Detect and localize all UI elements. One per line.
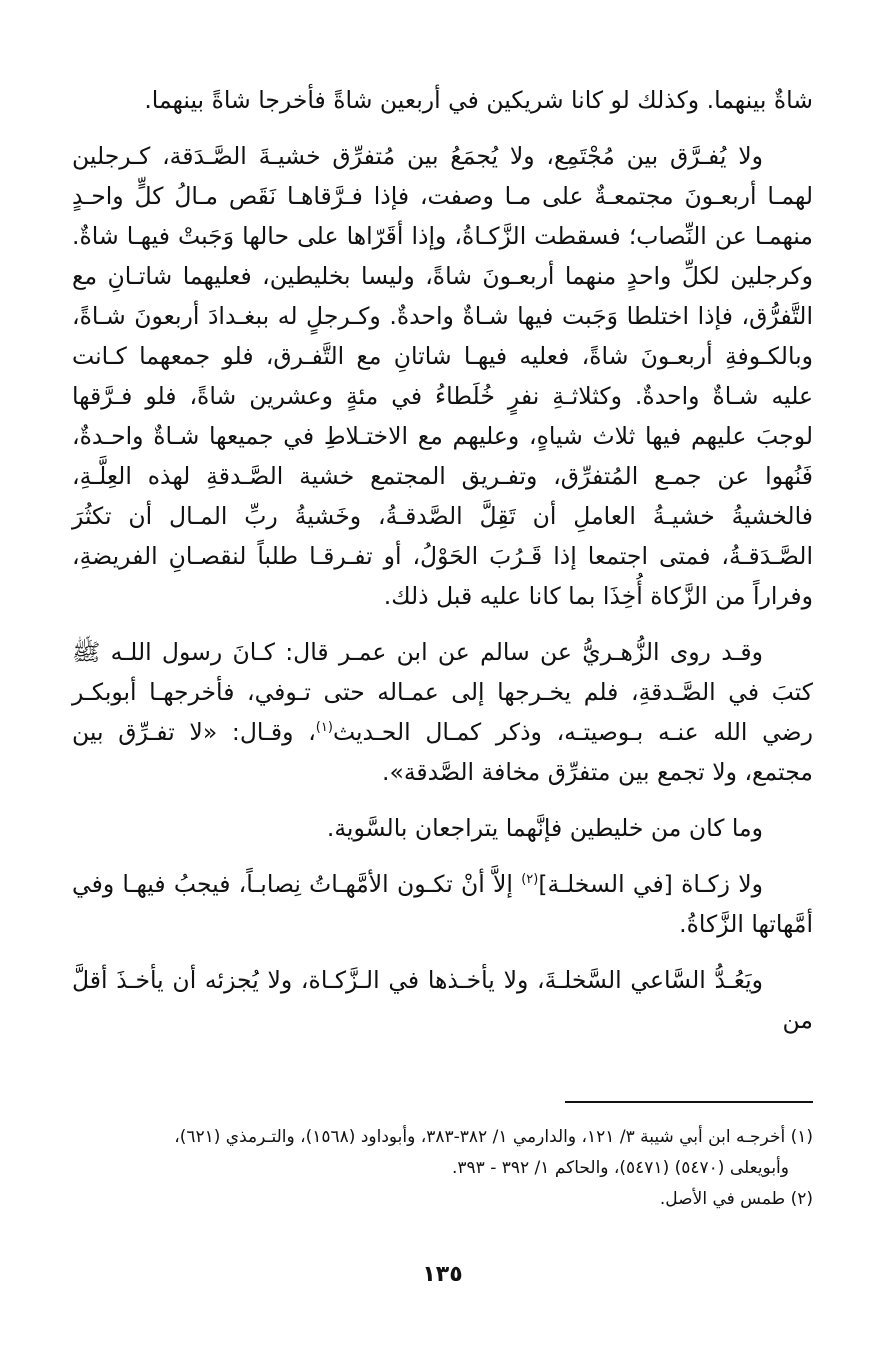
footnote-ref-1: (١) [315, 720, 333, 736]
paragraph-3-text: وقـد روى الزُّهـريُّ عن سالم عن ابن عمـر قال: كـانَ رسول اللـه ﷺ كتبَ في الصَّـدقةِ، فلم يخـرجها إلى عمـاله حتى تـوفي، فأخرجهـا أبوبكـر رضي الله عنـه بـوصيتـه، وذكر كمـال الحـديث [72, 638, 813, 746]
paragraph-6: ويَعُـدُّ السَّاعي السَّخلـةَ، ولا يأخـذها في الـزَّكـاة، ولا يُجزئه أن يأخـذَ أقلَّ من [72, 966, 813, 1034]
paragraph-3 [72, 632, 813, 792]
paragraph-4: وما كان من خليطين فإنَّهما يتراجعان بالسَّوية. [326, 814, 763, 842]
paragraph-2: ولا يُفـرَّق بين مُجْتَمِع، ولا يُجمَعُ بين مُتفرِّق خشيـةَ الصَّـدَقة، كـرجلين لهمـا أربعـونَ مجتمعـةٌ على مـا وصفت، فإذا فـرَّقاهـا نَقَص مـالُ كلٍّ واحـدٍ منهمـا عن النِّصاب؛ فسقطت الزَّكـاةُ، وإذا أقَرّاها على حالها وَجَبتْ فيهـا شاةٌ. وكرجلين لكلِّ واحدٍ منهما أربعـونَ شاةً، وليسا بخليطين، فعليهما شاتـانِ مع التَّفرُّق، فإذا اختلطا وَجَبت فيها شـاةٌ واحدةٌ. وكـرجلٍ له ببغـدادَ أربعونَ شـاةً، وبالكـوفةِ أربعـونَ شاةً، فعليه فيهـا شاتانِ مع التَّفـرق، فلو جمعهما كـانت عليه شـاةٌ واحدةٌ. وكثلاثـةِ نفرٍ خُلَطاءُ في مئةٍ وعشرين شاةً، فلو فـرَّقها لوجبَ عليهم فيها ثلاث شياهٍ، وعليهم مع الاختـلاطِ في جميعها شـاةٌ واحـدةٌ، فَنُهوا عن جمـع المُتفرِّق، وتفـريق المجتمع خشية الصَّـدقةِ لهذه العِلَّـةِ، فالخشيةُ خشيـةُ العاملِ أن تَقِلَّ الصَّدقـةُ، وخَشيةُ ربِّ المـال أن تكثُرَ الصَّـدَقـةُ، فمتى اجتمعا إذا قَـرُبَ الحَوْلُ، أو تفـرقـا طلباً لنقصـانِ الفريضةِ، وفراراً من الزَّكاة أُخِذَا بما كانا عليه قبل ذلك. [72, 142, 813, 610]
footnote-2: (٢) طمس في الأصل. [659, 1189, 813, 1209]
footnote-divider [565, 1101, 813, 1103]
footnotes-block [72, 1122, 813, 1215]
paragraph-3-text-cont: ، وقـال: «لا تفـرِّق بين مجتمع، ولا تجمع بين متفرِّق مخافة الصَّدقة». [72, 718, 813, 786]
paragraph-5-text: ولا زكـاة [في السخلـة] [538, 870, 763, 898]
main-text-block [72, 80, 813, 1056]
paragraph-1: شاةٌ بينهما. وكذلك لو كانا شريكين في أربعين شاةً فأخرجا شاةً بينهما. [144, 86, 813, 114]
footnote-1-line-2: وأبويعلى (٥٤٧٠) (٥٤٧١)، والحاكم ١/ ٣٩٢ - ٣٩٣. [451, 1158, 789, 1178]
page-number: ١٣٥ [422, 1262, 463, 1287]
paragraph-5-text-cont: إلاَّ أنْ تكـون الأمَّهـاتُ نِصابـاً، فيجبُ فيهـا وفي أمَّهاتها الزَّكاةُ. [72, 870, 813, 938]
footnote-1-line-1: (١) أخرجـه ابن أبي شيبة ٣/ ١٢١، والدارمي ١/ ٣٨٢-٣٨٣، وأبوداود (١٥٦٨)، والتـرمذي (٦٢١)، [174, 1127, 813, 1147]
paragraph-5 [72, 864, 813, 944]
footnote-ref-2: (٢) [521, 872, 539, 888]
